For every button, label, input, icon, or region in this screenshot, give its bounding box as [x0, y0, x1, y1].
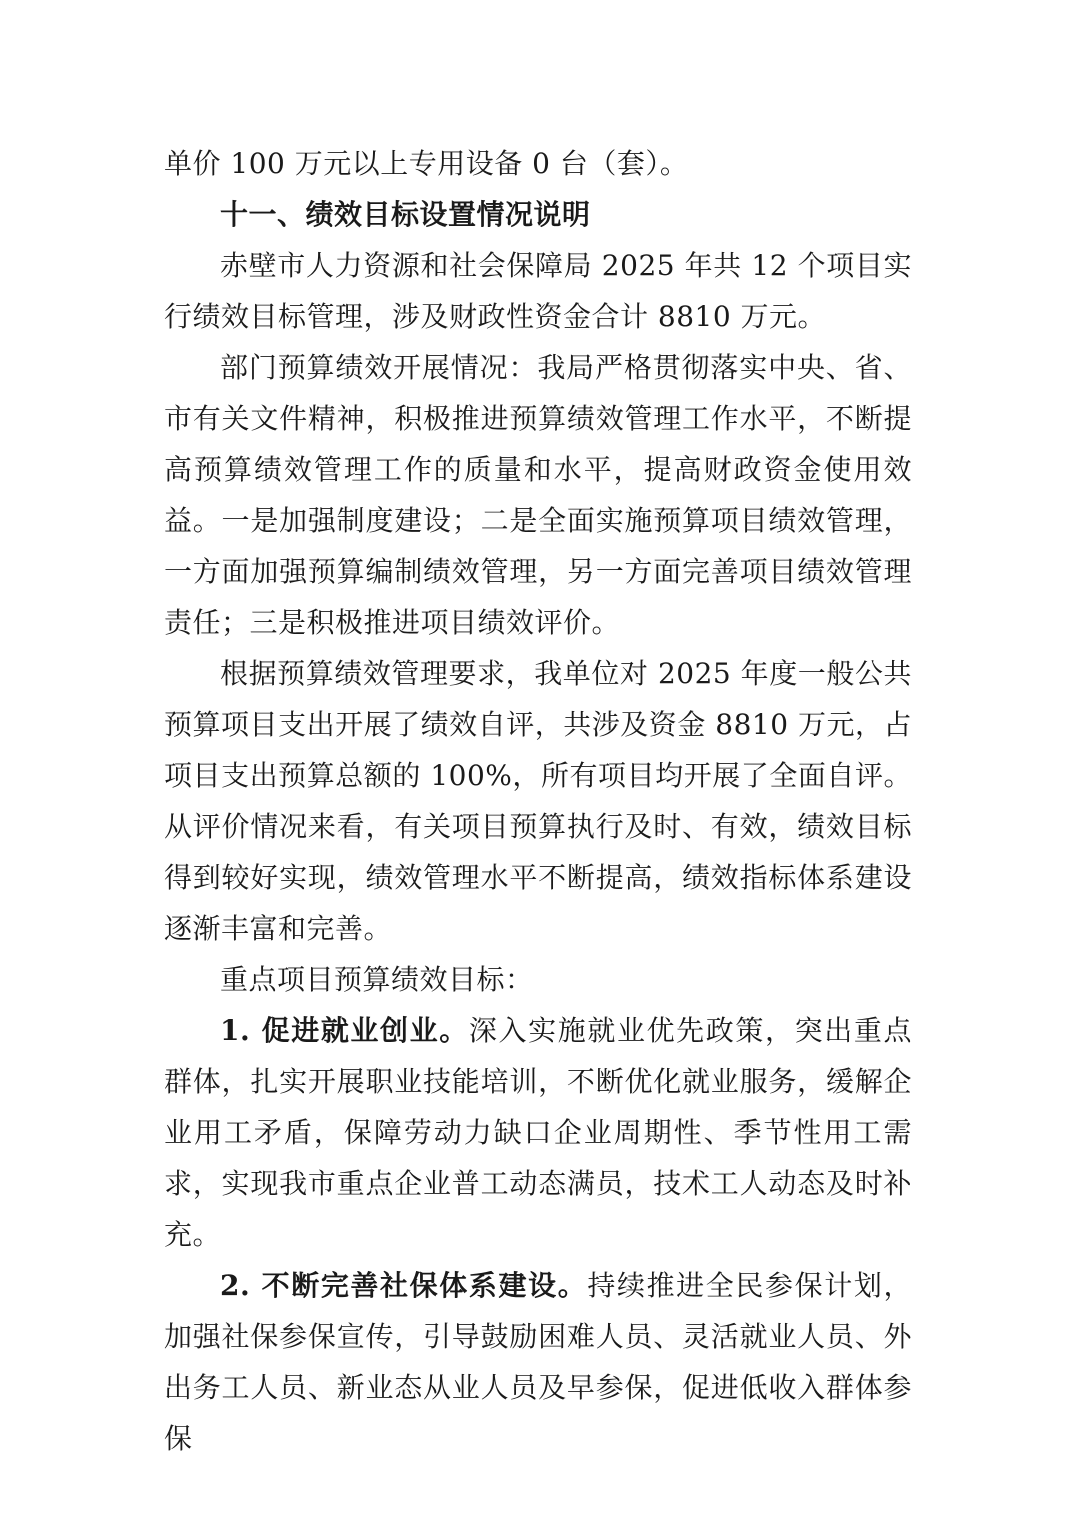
list-item-employment-body: 深入实施就业优先政策，突出重点群体，扎实开展职业技能培训，不断优化就业服务，缓解企业用工矛盾，保障劳动力缺口企业周期性、季节性用工需求，实现我市重点企业普工动态满员，技术工人动态及时补充。: [164, 1014, 912, 1251]
section-heading: 十一、绩效目标设置情况说明: [220, 198, 591, 231]
document-body: [164, 138, 912, 1464]
paragraph-self-evaluation: 根据预算绩效管理要求，我单位对 2025 年度一般公共预算项目支出开展了绩效自评，共涉及资金 8810 万元，占项目支出预算总额的 100%，所有项目均开展了全面自评。从评价情况来看，有关项目预算执行及时、有效，绩效目标得到较好实现，绩效管理水平不断提高，绩效指标体系建设逐渐丰富和完善。: [164, 657, 912, 945]
list-item-social-security: [164, 1260, 912, 1464]
paragraph-overview: 赤壁市人力资源和社会保障局 2025 年共 12 个项目实行绩效目标管理，涉及财政性资金合计 8810 万元。: [164, 249, 912, 333]
list-item-social-security-title: 2. 不断完善社保体系建设。: [220, 1269, 588, 1302]
paragraph-performance: 部门预算绩效开展情况：我局严格贯彻落实中央、省、市有关文件精神，积极推进预算绩效管理工作水平，不断提高预算绩效管理工作的质量和水平，提高财政资金使用效益。一是加强制度建设；二是全面实施预算项目绩效管理，一方面加强预算编制绩效管理，另一方面完善项目绩效管理责任；三是积极推进项目绩效评价。: [164, 351, 912, 639]
paragraph-equipment: 单价 100 万元以上专用设备 0 台（套）。: [164, 147, 689, 180]
list-item-employment-title: 1. 促进就业创业。: [220, 1014, 469, 1047]
paragraph-key-goals-intro: 重点项目预算绩效目标：: [220, 963, 534, 996]
list-item-social-security-body: 持续推进全民参保计划，加强社保参保宣传，引导鼓励困难人员、灵活就业人员、外出务工人员、新业态从业人员及早参保，促进低收入群体参保: [164, 1269, 912, 1455]
list-item-employment: [164, 1005, 912, 1260]
